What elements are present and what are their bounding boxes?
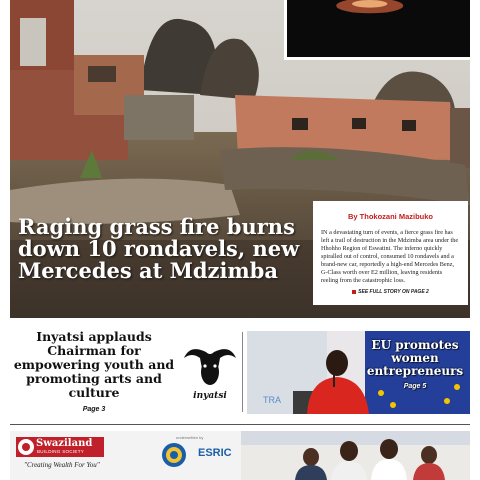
esric-emblem bbox=[154, 441, 194, 469]
vertical-divider bbox=[242, 332, 243, 412]
team-photo bbox=[241, 431, 470, 480]
bank-name: Swaziland bbox=[36, 438, 93, 449]
backdrop-text: TRA bbox=[263, 395, 281, 405]
inyatsi-logo bbox=[180, 342, 240, 406]
inyatsi-teaser[interactable] bbox=[10, 330, 178, 417]
byline: By Thokozani Mazibuko bbox=[347, 212, 433, 221]
eu-page-ref: Page 5 bbox=[403, 383, 427, 390]
buffalo-head-icon bbox=[180, 342, 240, 392]
inyatsi-headline: Inyatsi applauds Chairman for empowering youth and promoting arts and culture bbox=[13, 329, 175, 400]
swaziland-building-society-logo bbox=[16, 437, 104, 457]
inyatsi-page-ref: Page 3 bbox=[82, 406, 106, 413]
underwritten-label: underwritten by bbox=[176, 435, 204, 440]
eu-headline-block bbox=[363, 339, 467, 393]
story-body: IN a devastating turn of events, a fierce grass fire has left a trail of destruction in the Mdzimba area under the Hhohho Region of Eswatini. The inferno quickly spiralled out of control, consumed 10 rondavels and a brand-new car, reportedly a high-end Mercedes Benz, G-Class worth over E2 million, leaving residents reeling from the catastrophic loss. bbox=[321, 229, 459, 284]
swaziland-building-society-emblem bbox=[18, 439, 34, 455]
red-square-icon bbox=[352, 290, 356, 294]
advert-banner[interactable] bbox=[10, 431, 470, 480]
bank-slogan: "Creating Wealth For You" bbox=[24, 461, 100, 469]
story-summary-box bbox=[313, 201, 468, 305]
eu-teaser[interactable] bbox=[247, 331, 470, 414]
inyatsi-logo-text: inyatsi bbox=[193, 391, 227, 401]
fire-night-inset-photo bbox=[284, 0, 470, 60]
eu-headline: EU promotes women entrepreneurs bbox=[366, 338, 464, 378]
esric-name: ESRIC bbox=[198, 447, 232, 459]
main-headline[interactable]: Raging grass fire burns down 10 rondavels, new Mercedes at Mdzimba bbox=[18, 214, 300, 283]
bank-subtitle: BUILDING SOCIETY bbox=[37, 449, 85, 454]
teaser-strip bbox=[10, 326, 470, 418]
hero-story[interactable] bbox=[10, 0, 470, 318]
see-full-story-link[interactable]: SEE FULL STORY ON PAGE 2 bbox=[321, 289, 460, 295]
